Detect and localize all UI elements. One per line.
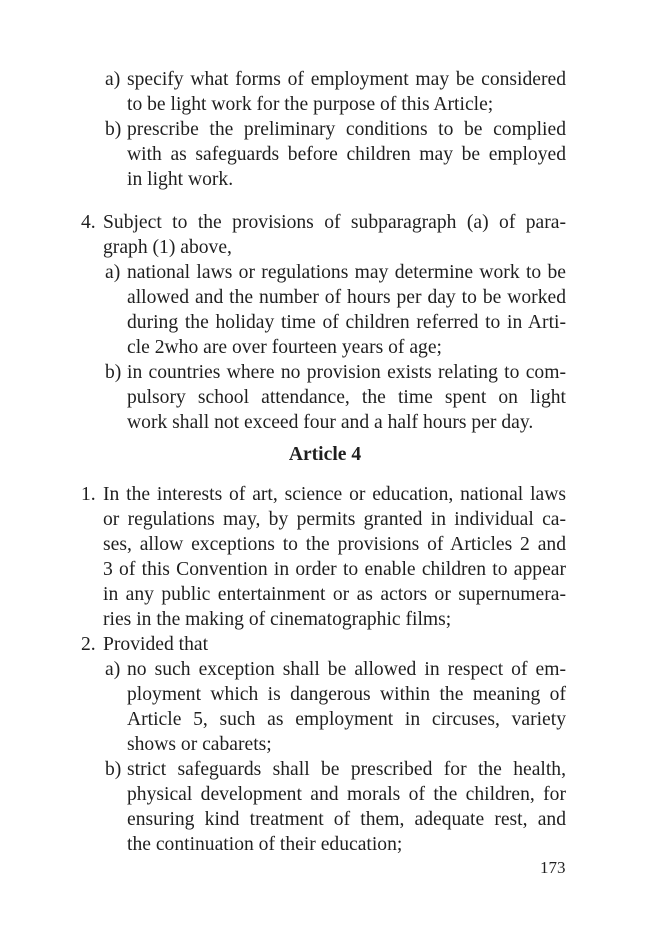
text-line: no such exception shall be allowed in respect of em- — [127, 659, 566, 680]
item-label: a) — [105, 659, 121, 680]
text-line: ensuring kind treatment of them, adequate rest, and — [127, 809, 566, 830]
text-line: Subject to the provisions of subparagraph (a) of para- — [103, 212, 566, 233]
text-line: the continuation of their education; — [127, 834, 403, 855]
text-line: national laws or regulations may determine work to be — [127, 262, 566, 283]
text-line: shows or cabarets; — [127, 734, 272, 755]
text-line: in any public entertainment or as actors or supernumera- — [103, 584, 566, 605]
text-line: or regulations may, by permits granted in individual ca- — [103, 509, 566, 530]
text-line: graph (1) above, — [103, 237, 232, 258]
item-label: b) — [105, 119, 122, 140]
text-line: ries in the making of cinematographic films; — [103, 609, 452, 630]
text-line: ployment which is dangerous within the meaning of — [127, 684, 566, 705]
text-line: Article 5, such as employment in circuses, variety — [127, 709, 566, 730]
article-heading: Article 4 — [288, 444, 362, 465]
text-line: physical development and morals of the children, for — [127, 784, 566, 805]
text-line: In the interests of art, science or education, national laws — [103, 484, 566, 505]
text-line: 3 of this Convention in order to enable children to appear — [103, 559, 566, 580]
text-line: ses, allow exceptions to the provisions of Articles 2 and — [103, 534, 566, 555]
text-line: Provided that — [103, 634, 209, 655]
item-label: b) — [105, 362, 122, 383]
text-line: specify what forms of employment may be considered — [127, 69, 566, 90]
text-line: pulsory school attendance, the time spent on light — [127, 387, 566, 408]
text-line: to be light work for the purpose of this Article; — [127, 94, 494, 115]
paragraph-number: 4. — [81, 212, 96, 233]
text-line: work shall not exceed four and a half hours per day. — [127, 412, 534, 433]
paragraph-number: 1. — [81, 484, 96, 505]
paragraph-number: 2. — [81, 634, 96, 655]
text-line: strict safeguards shall be prescribed for the health, — [127, 759, 566, 780]
text-line: in countries where no provision exists relating to com- — [127, 362, 566, 383]
item-label: a) — [105, 262, 121, 283]
text-line: in light work. — [127, 169, 234, 190]
text-line: with as safeguards before children may be employed — [127, 144, 566, 165]
item-label: a) — [105, 69, 121, 90]
page-number: 173 — [540, 858, 566, 877]
text-line: allowed and the number of hours per day to be worked — [127, 287, 566, 308]
text-line: during the holiday time of children referred to in Arti- — [127, 312, 566, 333]
item-label: b) — [105, 759, 122, 780]
text-line: prescribe the preliminary conditions to be complied — [127, 119, 566, 140]
text-line: cle 2who are over fourteen years of age; — [127, 337, 442, 358]
